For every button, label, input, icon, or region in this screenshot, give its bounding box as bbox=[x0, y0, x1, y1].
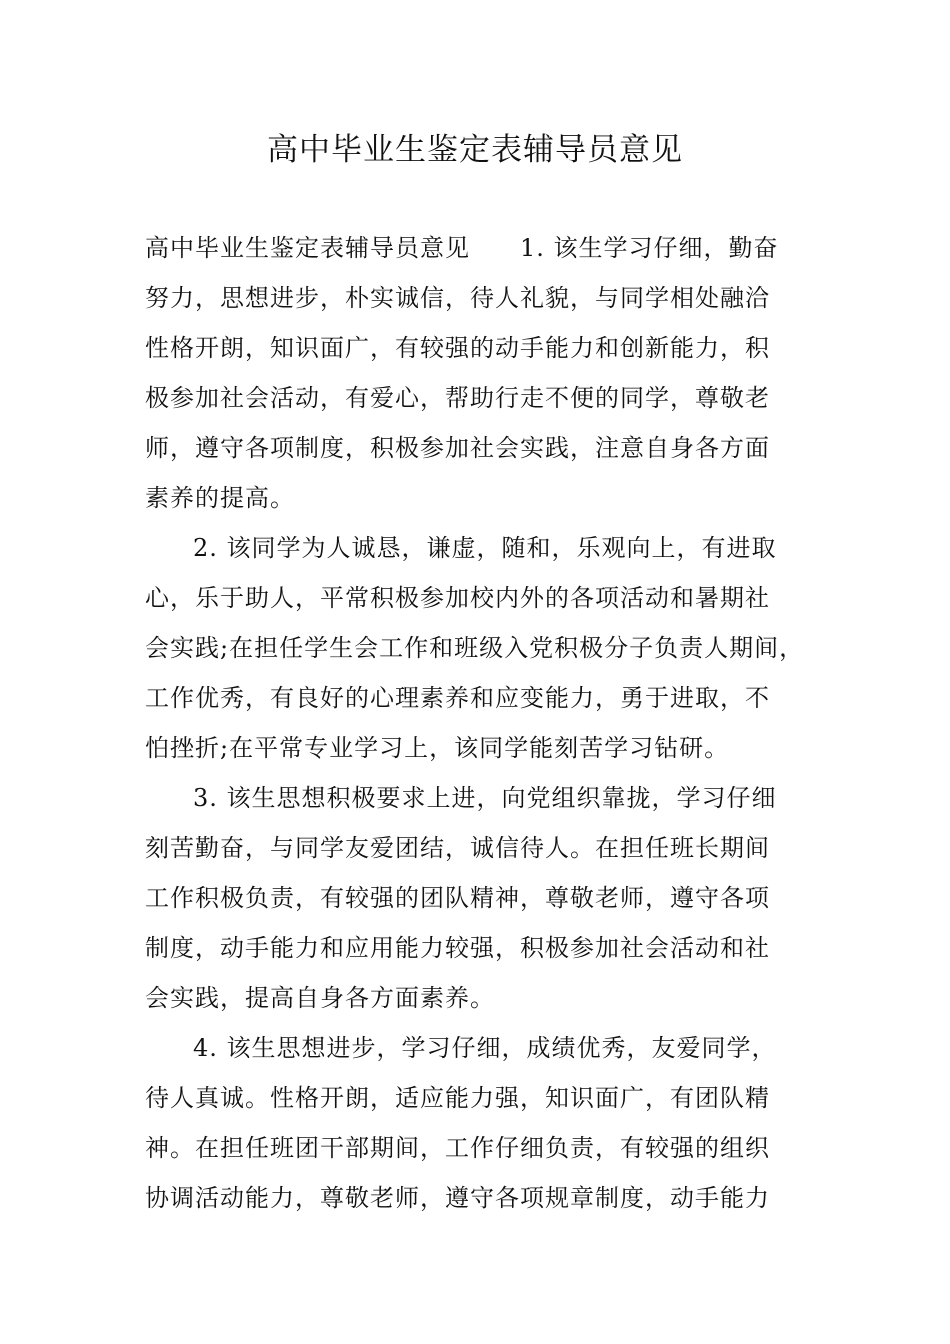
paragraph-line: 协调活动能力，尊敬老师，遵守各项规章制度，动手能力 bbox=[145, 1184, 770, 1212]
paragraph-line: 待人真诚。性格开朗，适应能力强，知识面广，有团队精 bbox=[145, 1084, 770, 1112]
paragraph-line: 努力，思想进步，朴实诚信，待人礼貌，与同学相处融洽 bbox=[145, 284, 770, 312]
paragraph-line: 高中毕业生鉴定表辅导员意见 1. 该生学习仔细，勤奋 bbox=[145, 234, 779, 262]
paragraph-line: 怕挫折;在平常专业学习上，该同学能刻苦学习钻研。 bbox=[145, 734, 730, 762]
paragraph-line: 2. 该同学为人诚恳，谦虚，随和，乐观向上，有进取 bbox=[193, 534, 777, 562]
paragraph-line: 制度，动手能力和应用能力较强，积极参加社会活动和社 bbox=[145, 934, 770, 962]
paragraph-line: 4. 该生思想进步，学习仔细，成绩优秀，友爱同学， bbox=[193, 1034, 777, 1062]
paragraph-line: 工作积极负责，有较强的团队精神，尊敬老师，遵守各项 bbox=[145, 884, 770, 912]
paragraph-line: 工作优秀，有良好的心理素养和应变能力，勇于进取，不 bbox=[145, 684, 770, 712]
paragraph-line: 刻苦勤奋，与同学友爱团结，诚信待人。在担任班长期间 bbox=[145, 834, 770, 862]
paragraph-line: 3. 该生思想积极要求上进，向党组织靠拢，学习仔细 bbox=[193, 784, 777, 812]
paragraph-line: 会实践;在担任学生会工作和班级入党积极分子负责人期间， bbox=[145, 634, 805, 662]
paragraph-line: 会实践，提高自身各方面素养。 bbox=[145, 984, 495, 1012]
paragraph-line: 师，遵守各项制度，积极参加社会实践，注意自身各方面 bbox=[145, 434, 770, 462]
paragraph-line: 素养的提高。 bbox=[145, 484, 295, 512]
paragraph-line: 心，乐于助人，平常积极参加校内外的各项活动和暑期社 bbox=[145, 584, 770, 612]
paragraph-line: 极参加社会活动，有爱心，帮助行走不便的同学，尊敬老 bbox=[145, 384, 770, 412]
paragraph-line: 神。在担任班团干部期间，工作仔细负责，有较强的组织 bbox=[145, 1134, 770, 1162]
paragraph-line: 性格开朗，知识面广，有较强的动手能力和创新能力，积 bbox=[145, 334, 770, 362]
document-title: 高中毕业生鉴定表辅导员意见 bbox=[267, 132, 683, 168]
